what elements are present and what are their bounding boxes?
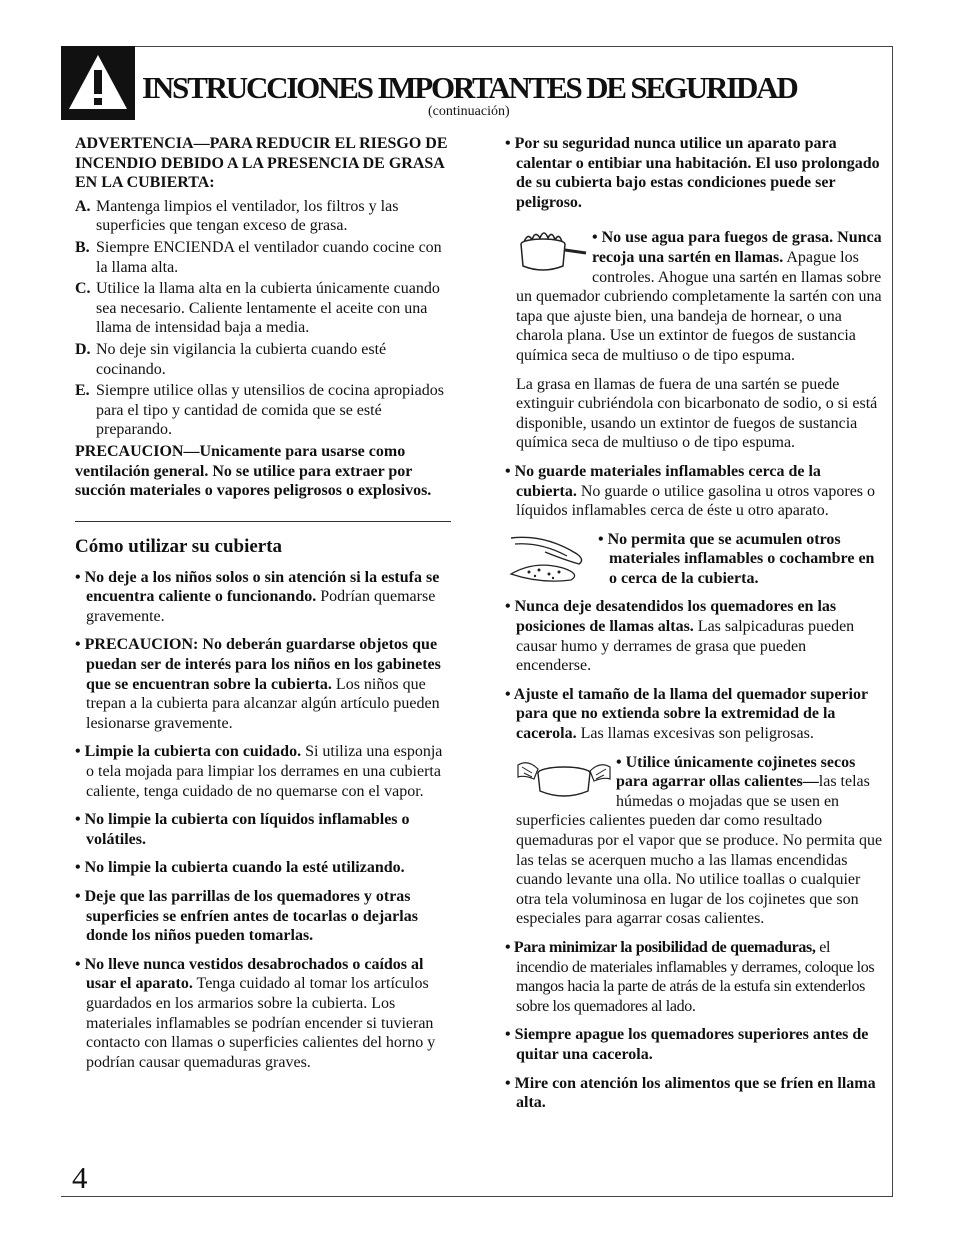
list-item: • Siempre apague los quemadores superiores antes de quitar una cacerola. xyxy=(505,1026,869,1063)
bullet-text: Las salpicaduras pueden causar humo y derrames de grasa que pueden encenderse. xyxy=(516,618,855,675)
bullet-bold: Siempre apague los quemadores superiores antes de quitar una cacerola. xyxy=(514,1026,869,1063)
bullet-text: No guarde o utilice gasolina u otros vapores o líquidos inflamables cerca de éste u otro aparato. xyxy=(516,482,876,520)
bullet-bold: No guarde materiales inflamables cerca de la cubierta. xyxy=(514,462,821,500)
list-item xyxy=(75,340,451,379)
list-item: • Deje que las parrillas de los quemadores y otras superficies se enfríen antes de tocarlas o dejarlas donde los niños pueden tomarlas. xyxy=(75,888,418,945)
page-number: 4 xyxy=(72,1160,88,1195)
bullet-bold: No permita que se acumulen otros materiales inflamables o cochambre en o cerca de la cubierta. xyxy=(607,530,875,587)
bullet-bold: No lleve nunca vestidos desabrochados o caídos al usar el aparato. xyxy=(84,955,424,993)
bullet-text: el incendio de materiales inflamables y derrames, coloque los mangos hacia la parte de atrás de la estufa sin extenderlos sobre los quemadores al lado. xyxy=(516,938,875,1015)
bullet-bold: Mire con atención los alimentos que se fríen en llama alta. xyxy=(514,1074,876,1112)
list-item: • Por su seguridad nunca utilice un aparato para calentar o entibiar una habitación. El uso prolongado de su cubierta bajo estas condiciones puede ser peligroso. xyxy=(505,135,880,211)
item-text: Utilice la llama alta en la cubierta únicamente cuando sea necesario. Caliente lentamente el aceite con una llama de intensidad baja a media. xyxy=(96,280,440,337)
list-item xyxy=(75,197,451,236)
list-item: • No guarde materiales inflamables cerca de la cubierta. No guarde o utilice gasolina u otros vapores o líquidos inflamables cerca de éste u otro aparato. xyxy=(505,462,876,520)
page-title: INSTRUCCIONES IMPORTANTES DE SEGURIDAD xyxy=(142,70,797,105)
list-item: • No lleve nunca vestidos desabrochados o caídos al usar el aparato. Tenga cuidado al tomar los artículos guardados en los armarios sobre la cubierta. Los materiales inflamables se podrían encender si tuvieran contacto con llamas o superficies calientes del horno y podrían causar quemaduras graves. xyxy=(75,955,436,1071)
right-column xyxy=(505,134,885,1122)
bullet-text: Las llamas excesivas son peligrosas. xyxy=(580,725,814,743)
list-item: • Nunca deje desatendidos los quemadores en las posiciones de llamas altas. Las salpicaduras pueden causar humo y derrames de grasa que pueden encenderse. xyxy=(505,598,855,675)
list-item: • No limpie la cubierta con líquidos inflamables o volátiles. xyxy=(75,811,410,848)
item-letter: B. xyxy=(75,238,90,256)
bullet-bold: No limpie la cubierta con líquidos inflamables o volátiles. xyxy=(84,811,410,848)
bullet-bold: No limpie la cubierta cuando la esté utilizando. xyxy=(84,859,405,877)
bullet-bold: Deje que las parrillas de los quemadores y otras superficies se enfríen antes de tocarlas o dejarlas donde los niños pueden tomarlas. xyxy=(84,888,418,945)
bullet-bold: Para minimizar la posibilidad de quemaduras, xyxy=(513,938,816,956)
bullet-bold: Ajuste el tamaño de la llama del quemador superior para que no extienda sobre la extremidad de la cacerola. xyxy=(513,685,868,743)
list-item: • PRECAUCION: No deberán guardarse objetos que puedan ser de interés para los niños en los gabinetes que se encuentran sobre la cubierta. Los niños que trepan a la cubierta para alcanzar algún artículo pueden lesionarse gravemente. xyxy=(75,636,441,732)
item-letter: D. xyxy=(75,340,91,358)
list-item xyxy=(75,381,451,440)
bullet-text: Podrían quemarse gravemente. xyxy=(86,588,436,625)
wiping-hand-icon xyxy=(505,530,595,584)
list-item: • Ajuste el tamaño de la llama del quemador superior para que no extienda sobre la extremidad de la cacerola. Las llamas excesivas son peligrosas. xyxy=(505,685,868,743)
item-letter: A. xyxy=(75,197,91,215)
bullet-bold: Nunca deje desatendidos los quemadores en las posiciones de llamas altas. xyxy=(514,598,837,636)
list-item xyxy=(75,279,451,338)
bullet-bold: Limpie la cubierta con cuidado. xyxy=(84,743,302,761)
bullet-text: Apague los controles. Ahogue una sartén en llamas sobre un quemador cubriendo completamente la sartén con una tapa que ajuste bien, una bandeja de hornear, o una charola plana. Use un extintor de fuegos de sustancia química seca de multiuso o de tipo espuma. xyxy=(516,248,882,364)
caution-ventilation: PRECAUCION—Unicamente para usarse como ventilación general. No se utilice para extraer por succión materiales o vapores peligrosos o explosivos. xyxy=(75,442,432,500)
bullet-text: Tenga cuidado al tomar los artículos guardados en los armarios sobre la cubierta. Los materiales inflamables se podrían encender si tuvieran contacto con llamas o superficies calientes del horno y podrían causar quemaduras graves. xyxy=(86,975,436,1071)
section-divider xyxy=(75,521,451,522)
grease-fire-warning: ADVERTENCIA—PARA REDUCIR EL RIESGO DE INCENDIO DEBIDO A LA PRESENCIA DE GRASA EN LA CUBIERTA: xyxy=(75,135,448,192)
bullet-bold: No use agua para fuegos de grasa. Nunca recoja una sartén en llamas. xyxy=(592,229,882,266)
item-letter: E. xyxy=(75,382,90,400)
bullet-bold: No deje a los niños solos o sin atención si la estufa se encuentra caliente o funcionando. xyxy=(84,568,440,606)
bullet-bold: Por su seguridad nunca utilice un aparato para calentar o entibiar una habitación. El uso prolongado de su cubierta bajo estas condiciones puede ser peligroso. xyxy=(514,135,880,211)
item-text: Mantenga limpios el ventilador, los filtros y las superficies que tengan exceso de grasa. xyxy=(96,197,399,235)
list-item: • No permita que se acumulen otros materiales inflamables o cochambre en o cerca de la cubierta. xyxy=(505,530,885,589)
pot-holders-icon xyxy=(516,753,612,803)
page-subtitle: (continuación) xyxy=(428,104,510,119)
bullet-bold: Utilice únicamente cojinetes secos para agarrar ollas calientes— xyxy=(616,753,856,791)
list-item: • No deje a los niños solos o sin atención si la estufa se encuentra caliente o funcionando. Podrían quemarse gravemente. xyxy=(75,568,440,625)
list-item: • Para minimizar la posibilidad de quemaduras, el incendio de materiales inflamables y derrames, coloque los mangos hacia la parte de atrás de la estufa sin extenderlos sobre los quemadores al lado. xyxy=(505,938,875,1015)
list-item: • Utilice únicamente cojinetes secos para agarrar ollas calientes—las telas húmedas o mojadas que se usen en superficies calientes pueden dar como resultado quemaduras por el vapor que se produce. No permita que las telas se acerquen mucho a las llamas encendidas cuando levante una olla. No utilice toallas o cualquier otra tela voluminosa en lugar de los cojinetes que son especiales para agarrar cosas calientes. xyxy=(516,753,883,928)
list-item: • Mire con atención los alimentos que se fríen en llama alta. xyxy=(505,1074,876,1112)
item-text: No deje sin vigilancia la cubierta cuando esté cocinando. xyxy=(96,340,387,378)
list-item: • No use agua para fuegos de grasa. Nunca recoja una sartén en llamas. Apague los controles. Ahogue una sartén en llamas sobre un quemador cubriendo completamente la sartén con una tapa que ajuste bien, una bandeja de hornear, o una charola plana. Use un extintor de fuegos de sustancia química seca de multiuso o de tipo espuma. xyxy=(516,229,882,364)
list-item xyxy=(75,238,451,277)
left-column xyxy=(75,134,451,1081)
flaming-pan-icon xyxy=(516,228,588,274)
item-text: Siempre utilice ollas y utensilios de cocina apropiados para el tipo y cantidad de comida que se esté preparando. xyxy=(96,382,444,439)
list-item: • Limpie la cubierta con cuidado. Si utiliza una esponja o tela mojada para limpiar los derrames en una cubierta caliente, tenga cuidado de no quemarse con el vapor. xyxy=(75,743,443,800)
grease-extinguish-paragraph: La grasa en llamas de fuera de una sartén se puede extinguir cubriéndola con bicarbonato de sodio, o si está disponible, usando un extintor de fuegos de sustancia química seca de multiuso o de tipo espuma. xyxy=(516,375,878,452)
section-heading: Cómo utilizar su cubierta xyxy=(75,535,283,557)
bullet-text: Los niños que trepan a la cubierta para alcanzar algún artículo pueden lesionarse gravemente. xyxy=(86,675,440,732)
item-text: Siempre ENCIENDA el ventilador cuando cocine con la llama alta. xyxy=(96,238,442,276)
bullet-text: Si utiliza una esponja o tela mojada para limpiar los derrames en una cubierta caliente, tenga cuidado de no quemarse con el vapor. xyxy=(86,743,443,800)
bullet-bold: PRECAUCION: No deberán guardarse objetos que puedan ser de interés para los niños en los gabinetes que se encuentran sobre la cubierta. xyxy=(84,636,441,693)
list-item: • No limpie la cubierta cuando la esté utilizando. xyxy=(75,859,405,877)
warning-icon xyxy=(61,46,135,120)
item-letter: C. xyxy=(75,280,91,298)
bullet-text: las telas húmedas o mojadas que se usen en superficies calientes pueden dar como resultado quemaduras por el vapor que se produce. No permita que las telas se acerquen mucho a las llamas encendidas cuando levante una olla. No utilice toallas o cualquier otra tela voluminosa en lugar de los cojinetes que son especiales para agarrar cosas calientes. xyxy=(516,773,883,928)
